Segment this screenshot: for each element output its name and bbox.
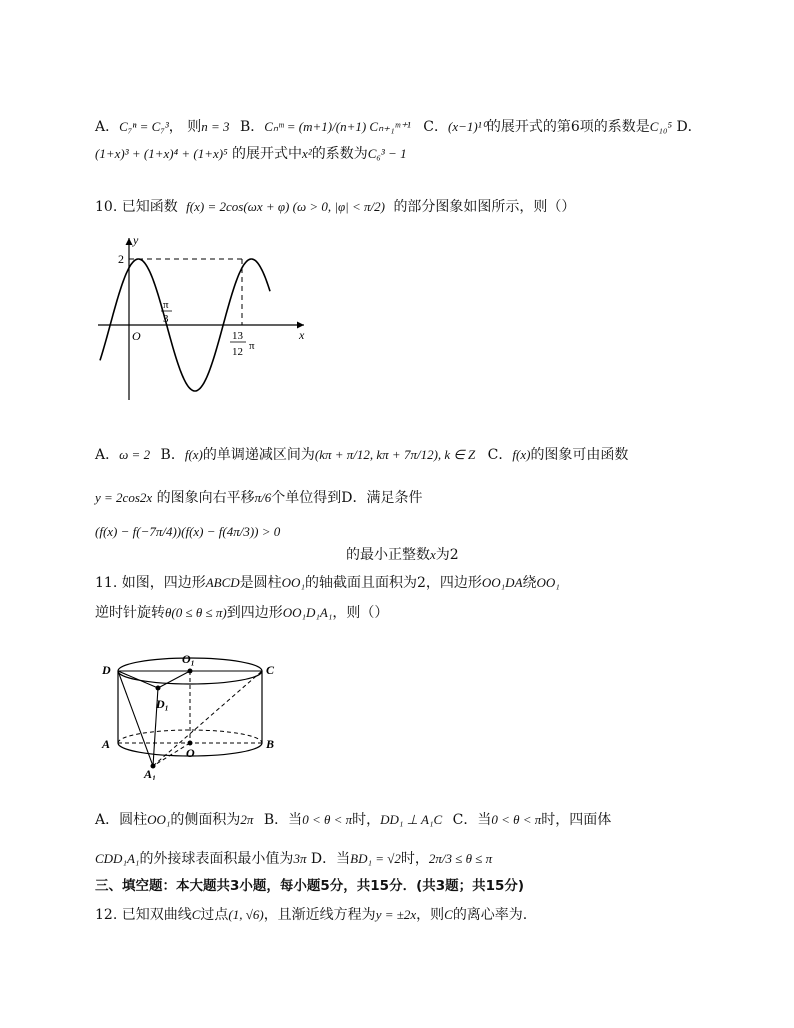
- q10-option-b-math2: (kπ + π/12, kπ + 7π/12), k ∈ Z: [314, 447, 476, 462]
- q11-option-c-label: C．当: [452, 812, 492, 828]
- q9-option-a-math: C₇ⁿ = C₇³: [119, 119, 169, 134]
- q10-option-d-text2: 的最小正整数: [346, 547, 430, 563]
- q11-option-c-m2: CDD₁A₁: [95, 851, 140, 866]
- q11-stem2-m1: θ(0 ≤ θ ≤ π): [165, 605, 227, 620]
- q10-stem-prefix: 10. 已知函数: [95, 199, 178, 215]
- q10-option-c-math2: y = 2cos2x: [95, 490, 153, 505]
- q11-label-O1: O₁: [182, 652, 195, 666]
- q11-options-line2: [95, 850, 492, 868]
- q11-label-C: C: [266, 663, 275, 677]
- q11-option-c-t2: 的外接球表面积最小值为: [139, 851, 294, 867]
- q10-option-c-label: C．: [487, 447, 513, 463]
- q12-t4: ，则: [416, 907, 445, 923]
- q12-m2: (1, √6): [228, 907, 264, 922]
- q10-option-a-math: ω = 2: [119, 447, 151, 462]
- q10-option-d-math: (f(x) − f(−7π/4))(f(x) − f(4π/3)) > 0: [95, 524, 281, 539]
- q9-option-d-label: D．: [676, 119, 702, 135]
- q12-t3: ，且渐近线方程为: [263, 907, 376, 923]
- q9-option-b-math: Cₙᵐ = (m+1)/(n+1) Cₙ₊₁ᵐ⁺¹: [264, 119, 411, 134]
- q11-label-A1: A₁: [144, 767, 157, 780]
- q10-tick-den: 12: [232, 346, 243, 358]
- q10-pi3-num: π: [163, 299, 169, 311]
- q10-option-c-math: f(x): [512, 447, 531, 462]
- q11-point-O1: [188, 669, 193, 674]
- q11-option-d-m2: 2π/3 ≤ θ ≤ π: [428, 851, 493, 866]
- q11-option-b-label: B．当: [263, 812, 303, 828]
- q11-stem-t3: 绕: [522, 575, 537, 591]
- q10-origin-label: O: [132, 329, 141, 343]
- q11-stem-m2: OO₁: [281, 575, 305, 590]
- q9-option-a-text: ， 则: [168, 119, 202, 135]
- q11-point-O: [188, 741, 193, 746]
- q9-options-line1: [95, 118, 702, 136]
- q10-option-b-text: 的单调递减区间为: [202, 447, 315, 463]
- q12-m1: C: [191, 907, 201, 922]
- q10-y-label: y: [133, 233, 139, 247]
- q11-stem2-t1: 逆时针旋转: [95, 605, 165, 621]
- q9-option-c-text: 的展开式的第6项的系数是: [486, 119, 650, 135]
- q11-options-line1: [95, 811, 611, 829]
- q10-options-line2: [95, 489, 422, 507]
- q10-option-c-text3: 个单位得到: [271, 490, 342, 506]
- q9-option-d-text1: 的展开式中: [232, 146, 303, 162]
- q9-option-b-label: B．: [239, 119, 265, 135]
- section3-heading: 三、填空题：本大题共3小题，每小题5分，共15分．(共3题；共15分): [95, 878, 525, 894]
- q11-cylinder-figure: [98, 650, 298, 780]
- q11-option-d-label: D．当: [310, 851, 351, 867]
- q9-option-a-label: A．: [95, 119, 120, 135]
- q9-option-c-math: (x−1)¹⁰: [448, 119, 487, 134]
- q11-segment-DD1: [118, 671, 158, 688]
- q10-option-c-math3: π/6: [254, 490, 272, 505]
- q11-option-b-t1: 时，: [352, 812, 381, 828]
- q12-stem: [95, 906, 527, 924]
- q11-option-b-m2: DD₁ ⊥ A₁C: [380, 812, 443, 827]
- q11-label-D: D: [102, 663, 111, 677]
- q11-stem2-t3: ，则（）: [332, 605, 389, 621]
- q10-x-label: x: [299, 328, 305, 342]
- q10-options-line1: [95, 446, 628, 464]
- q9-options-line2: [95, 145, 407, 163]
- q10-options-line3: [95, 523, 280, 541]
- q9-option-d-math3: C₆³ − 1: [367, 146, 407, 161]
- q12-t1: 12. 已知双曲线: [95, 907, 192, 923]
- q11-label-B: B: [266, 737, 275, 751]
- q10-option-c-text: 的图象可由函数: [530, 447, 629, 463]
- q10-option-c-text2: 的图象向右平移: [156, 490, 255, 506]
- q11-option-a-m1: OO₁: [147, 812, 171, 827]
- q11-option-a-label: A．圆柱: [95, 812, 148, 828]
- q11-option-c-m1: 0 < θ < π: [491, 812, 542, 827]
- q10-option-b-math: f(x): [184, 447, 203, 462]
- q11-stem-line1: [95, 574, 560, 592]
- q11-stem2-m2: OO₁D₁A₁: [282, 605, 333, 620]
- q10-option-b-label: B．: [160, 447, 185, 463]
- q10-options-line4: [346, 546, 459, 564]
- q11-stem2-t2: 到四边形: [226, 605, 283, 621]
- q10-option-d-text: 满足条件: [366, 490, 423, 506]
- q11-option-c-m3: 3π: [293, 851, 307, 866]
- q10-pi3-den: 3: [163, 313, 169, 325]
- q11-segment-O1D1: [158, 671, 190, 688]
- q9-option-d-math: (1+x)³ + (1+x)⁴ + (1+x)⁵: [95, 146, 228, 161]
- q9-option-c-math2: C₁₀⁵: [649, 119, 672, 134]
- q9-option-d-text2: 的系数为: [311, 146, 368, 162]
- q9-option-d-math2: x²: [302, 146, 312, 161]
- q10-option-d-math2: x: [430, 547, 436, 562]
- q10-option-d-label: D．: [341, 490, 367, 506]
- q10-option-d-text3: 为2: [435, 547, 459, 563]
- q11-option-b-m1: 0 < θ < π: [302, 812, 353, 827]
- q9-option-a-math2: n = 3: [201, 119, 230, 134]
- q10-stem-suffix: 的部分图象如图所示，则（）: [393, 199, 576, 215]
- q12-m4: C: [444, 907, 453, 922]
- q11-option-d-t1: 时，: [400, 851, 429, 867]
- q11-stem-t2: 的轴截面且面积为2，四边形: [304, 575, 482, 591]
- q12-m3: y = ±2x: [375, 907, 417, 922]
- q10-tick-pi: π: [249, 340, 255, 352]
- q10-ymax-label: 2: [118, 252, 124, 266]
- q10-option-a-label: A．: [95, 447, 120, 463]
- q11-option-a-m2: 2π: [240, 812, 254, 827]
- q11-label-D1: D₁: [156, 697, 169, 711]
- q11-label-A: A: [102, 737, 111, 751]
- q11-stem-prefix: 11. 如图，四边形: [95, 575, 206, 591]
- q11-point-D1: [156, 686, 161, 691]
- q10-cosine-graph: [92, 232, 322, 402]
- q12-t5: 的离心率为.: [452, 907, 528, 923]
- q11-option-d-m1: BD₁ = √2: [350, 851, 401, 866]
- q9-option-c-label: C．: [423, 119, 449, 135]
- q10-stem-math: f(x) = 2cos(ωx + φ) (ω > 0, |φ| < π/2): [186, 199, 385, 214]
- q11-stem-m4: OO₁: [536, 575, 560, 590]
- q11-stem-line2: [95, 604, 388, 622]
- q11-option-c-t1: 时，四面体: [541, 812, 612, 828]
- q11-label-O: O: [186, 746, 195, 760]
- q11-stem-t1: 是圆柱: [239, 575, 282, 591]
- q10-tick-num: 13: [232, 330, 243, 342]
- q12-t2: 过点: [200, 907, 229, 923]
- q11-stem-m3: OO₁DA: [481, 575, 523, 590]
- q11-stem-m1: ABCD: [205, 575, 240, 590]
- q11-option-a-t1: 的侧面积为: [170, 812, 241, 828]
- q10-stem: [95, 198, 575, 216]
